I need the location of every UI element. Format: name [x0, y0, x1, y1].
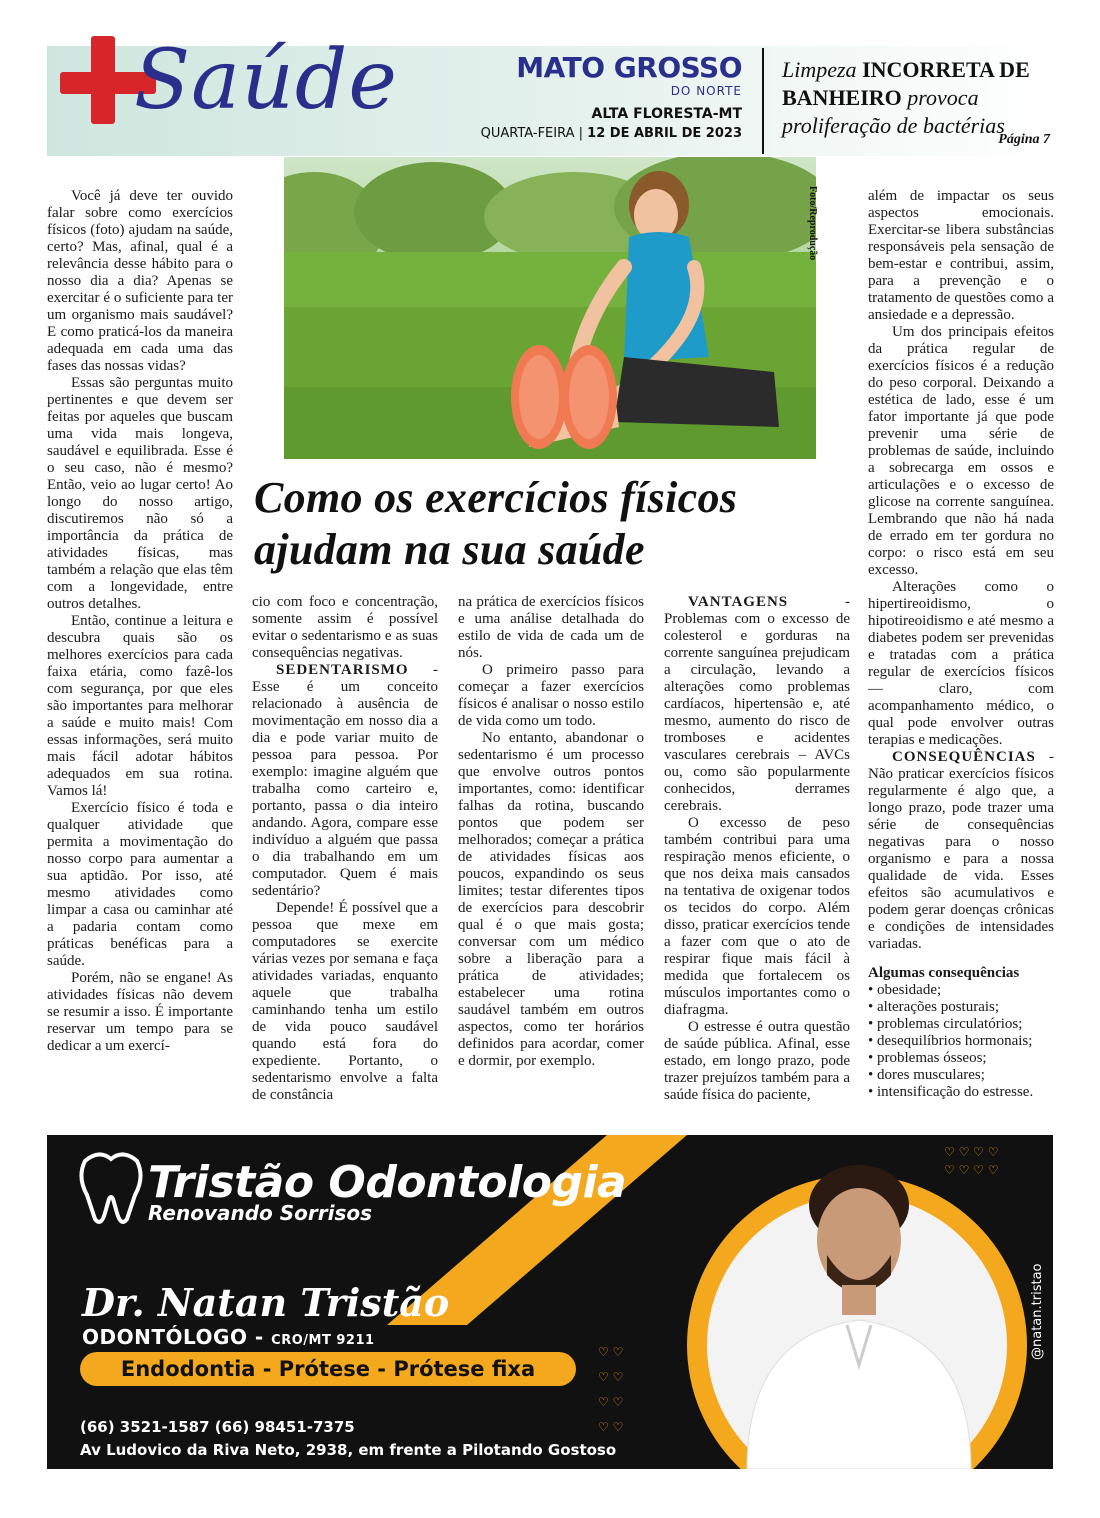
ad-profession: ODONTÓLOGO -	[82, 1325, 272, 1349]
article-column-2	[252, 594, 438, 1104]
ad-brand-name: Tristão Odontologia	[148, 1157, 627, 1208]
ad-cro: CRO/MT 9211	[271, 1333, 375, 1348]
paragraph: O estresse é outra questão de saúde pública. Afinal, esse estado, em longo prazo, pode trazer prejuízos também para a saúde física do paciente,	[664, 1019, 850, 1103]
consequences-list	[868, 982, 1054, 1101]
paragraph-text: - Problemas com o excesso de colesterol e gorduras na corrente sanguínea prejudicam a circulação, levando a alterações como problemas cardíacos, hipertensão e, até mesmo, aumento do risco de tromboses e acidentes vasculares cerebrais – AVCs ou, como são popularmente conhecidos, derrames cerebrais.	[664, 594, 850, 814]
article-photo	[284, 157, 816, 459]
edition-date: QUARTA-FEIRA | 12 DE ABRIL DE 2023	[480, 126, 742, 141]
teaser-part2: provoca proliferação de bactérias	[782, 85, 1005, 138]
paragraph: além de impactar os seus aspectos emocionais. Exercitar-se libera substâncias responsáveis pela sensação de bem-estar e contribui, assim, para a prevenção e o tratamento de questões como a ansiedade e a depressão.	[868, 188, 1054, 323]
tooth-icon: ♡ ♡ ♡ ♡	[944, 1145, 999, 1159]
paragraph-text: - Esse é um conceito relacionado à ausência de movimentação em nosso dia a dia e pode variar muito de pessoa para pessoa. Por exemplo: imagine alguém que trabalha como carteiro e, portanto, passa o dia inteiro andando. Agora, compare esse indivíduo a alguém que passa o dia trabalhando em um computador. Quem é mais sedentário?	[252, 662, 438, 899]
tooth-icon: ♡ ♡	[598, 1345, 624, 1359]
ad-phone-numbers[interactable]: (66) 3521-1587 (66) 98451-7375	[80, 1418, 355, 1436]
paragraph: na prática de exercícios físicos e uma análise detalhada do estilo de vida de cada um de nós.	[458, 594, 644, 661]
paragraph: Essas são perguntas muito pertinentes e que devem ser feitas por aqueles que buscam uma vida mais longeva, saudável e equilibrada. Esse é o seu caso, não é mesmo? Então, veio ao lugar certo! Ao longo do nosso artigo, discutiremos não só a importância da prática de atividades físicas, mas também a relação que elas têm com a longevidade, entre outros detalhes.	[47, 375, 233, 612]
paragraph: Exercício físico é toda e qualquer atividade que permita a movimentação do nosso corpo para aumentar a sua aptidão. Por isso, até mesmo atividades como limpar a casa ou caminhar até a padaria contam como práticas benéficas para a saúde.	[47, 800, 233, 969]
city-label: ALTA FLORESTA-MT	[591, 106, 742, 122]
paragraph: O primeiro passo para começar a fazer exercícios físicos é analisar o nosso estilo de vida como um todo.	[458, 662, 644, 729]
section-heading-sedentarismo: SEDENTARISMO	[276, 662, 409, 678]
paragraph-vantagens	[664, 594, 850, 815]
article-headline: Como os exercícios físicos ajudam na sua saúde	[254, 473, 738, 574]
ad-instagram-handle[interactable]: @natan.tristao	[1030, 1263, 1045, 1360]
date: 12 DE ABRIL DE 2023	[587, 126, 742, 141]
list-item: • alterações posturais;	[868, 999, 1054, 1016]
list-item: • dores musculares;	[868, 1067, 1054, 1084]
article-column-4	[664, 594, 850, 1104]
paragraph: Alterações como o hipertireoidismo, o hipotireoidismo e até mesmo a diabetes podem ser prevenidas e tratadas com a prática regular de exercícios físicos — claro, com acompanhamento médico, o qual pode envolver outras terapias e medicações.	[868, 579, 1054, 748]
paragraph-consequencias	[868, 749, 1054, 953]
weekday: QUARTA-FEIRA	[480, 126, 575, 141]
section-heading-vantagens: VANTAGENS	[688, 594, 789, 610]
paragraph: Você já deve ter ouvido falar sobre como exercícios físicos (foto) ajudam na saúde, certo? Mas, afinal, qual é a relevância desse hábito para o nosso dia a dia? Apenas se exercitar é o suficiente para ter um organismo mais saudável? E como praticá-los da maneira adequada em cada uma das fases das nossas vidas?	[47, 188, 233, 374]
list-item: • problemas circulatórios;	[868, 1016, 1054, 1033]
ad-doctor-title	[82, 1325, 375, 1349]
paragraph: cio com foco e concentração, somente assim é possível evitar o sedentarismo e as suas consequências negativas.	[252, 594, 438, 661]
paragraph: No entanto, abandonar o sedentarismo é um processo que envolve outros pontos importantes, como: identificar falhas da rotina, buscando pontos que podem ser melhorados; começar a prática de atividades físicas aos poucos, expandindo os seus limites; testar diferentes tipos de exercícios para descobrir qual é o que mais gosta; conversar com um médico sobre a liberação para a prática de atividades; estabelecer uma rotina saudável também em outros aspectos, como ter horários definidos para acordar, comer e dormir, por exemplo.	[458, 730, 644, 1069]
paragraph-sedentarismo	[252, 662, 438, 900]
photo-credit: Foto/Reprodução	[807, 186, 818, 261]
section-heading-consequencias: CONSEQUÊNCIAS	[892, 749, 1036, 765]
list-item: • intensificação do estresse.	[868, 1084, 1054, 1101]
list-item: • desequilíbrios hormonais;	[868, 1033, 1054, 1050]
paragraph: Um dos principais efeitos da prática regular de exercícios físicos é a redução do peso corporal. Deixando a estética de lado, esse é um fator importante já que pode prevenir uma série de problemas de saúde, incluindo a sobrecarga em ossos e articulações e o excesso de glicose na corrente sanguínea. Lembrando que não há nada de errado em ter gordura no corpo: o risco está em seu excesso.	[868, 324, 1054, 578]
tooth-icon: ♡ ♡ ♡ ♡	[944, 1163, 999, 1177]
article-column-3	[458, 594, 644, 1070]
header-divider	[762, 48, 764, 154]
ad-services-pill: Endodontia - Prótese - Prótese fixa	[80, 1352, 576, 1386]
article-column-5	[868, 188, 1054, 1101]
list-title: Algumas consequências	[868, 965, 1020, 981]
newspaper-name: MATO GROSSO	[516, 51, 742, 84]
teaser-headline[interactable]	[782, 56, 1052, 140]
article-column-1	[47, 188, 233, 1055]
tooth-icon: ♡ ♡	[598, 1370, 624, 1384]
teaser-part1: Limpeza	[782, 57, 863, 82]
paragraph-text: - Não praticar exercícios físicos regularmente é algo que, a longo prazo, pode trazer uma série de consequências negativas para o nosso organismo e para a nossa qualidade de vida. Esses efeitos são acumulativos e podem gerar doenças crônicas e condições de intensidades variadas.	[868, 749, 1054, 952]
ad-slogan: Renovando Sorrisos	[148, 1201, 373, 1225]
paragraph: Depende! É possível que a pessoa que mexe em computadores se exercite várias vezes por semana e faça atividades variadas, enquanto aquele que trabalha caminhando tenha um estilo de vida pouco saudável quando está fora do expediente. Portanto, o sedentarismo envolve a falta de constância	[252, 900, 438, 1103]
list-item: • problemas ósseos;	[868, 1050, 1054, 1067]
teaser-page-ref: Página 7	[998, 132, 1050, 147]
ad-doctor-name: Dr. Natan Tristão	[82, 1280, 450, 1325]
section-logo: Saúde	[134, 33, 398, 128]
tooth-icon: ♡ ♡	[598, 1395, 624, 1409]
ad-address: Av Ludovico da Riva Neto, 2938, em frente a Pilotando Gostoso	[80, 1441, 617, 1459]
list-item: • obesidade;	[868, 982, 1054, 999]
teaser-bold: INCORRETA DE BANHEIRO	[782, 57, 1030, 110]
tooth-icon: ♡ ♡	[598, 1420, 624, 1434]
woman-stretching-illustration	[284, 157, 816, 459]
paragraph: Então, continue a leitura e descubra quais são os melhores exercícios para cada faixa etária, como fazê-los com segurança, por que eles são importantes para melhorar a saúde e muito mais! Com essas informações, será muito mais fácil adotar hábitos adequados em sua rotina. Vamos lá!	[47, 613, 233, 799]
paragraph: O excesso de peso também contribui para uma respiração menos eficiente, o que nos deixa mais cansados na tentativa de oxigenar todos os tecidos do corpo. Além disso, praticar exercícios tende a fazer com que o ato de respirar fique mais fácil à medida que fortalecem os músculos importantes como o diafragma.	[664, 815, 850, 1018]
paragraph: Porém, não se engane! As atividades físicas não devem se resumir a isso. É importante reservar um tempo para se dedicar a um exercí-	[47, 970, 233, 1054]
newspaper-subtitle: DO NORTE	[670, 84, 742, 98]
